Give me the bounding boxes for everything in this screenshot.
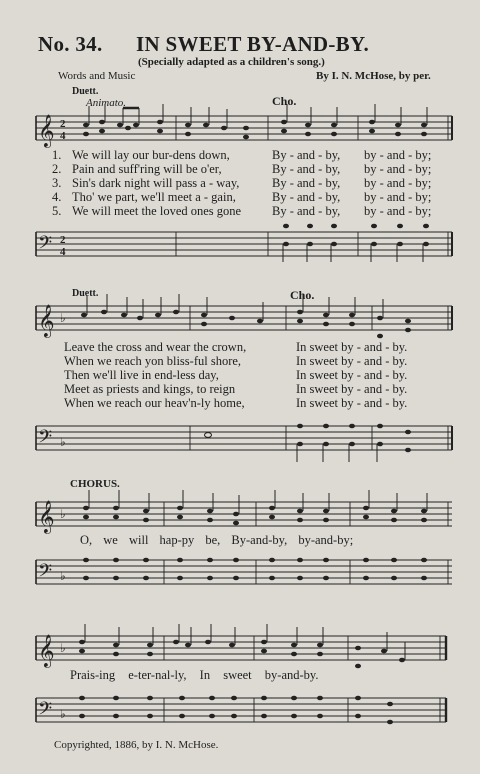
svg-text:4: 4 — [60, 246, 66, 258]
copyright-notice: Copyrighted, 1886, by I. N. McHose. — [54, 739, 219, 751]
svg-text:2: 2 — [60, 234, 66, 246]
svg-text:𝄢: 𝄢 — [38, 561, 53, 586]
hymn-subtitle: (Specially adapted as a children's song.) — [138, 56, 325, 68]
label-chorus: CHORUS. — [70, 478, 120, 490]
svg-text:𝄞: 𝄞 — [38, 500, 55, 533]
svg-text:♭: ♭ — [60, 641, 66, 655]
label-animato: Animato. — [86, 97, 127, 109]
svg-text:2: 2 — [60, 118, 66, 130]
svg-text:♭: ♭ — [60, 507, 66, 521]
svg-text:♭: ♭ — [60, 569, 66, 583]
staff-system-4-treble — [0, 632, 480, 692]
svg-text:𝄢: 𝄢 — [38, 699, 53, 724]
svg-text:𝄞: 𝄞 — [38, 114, 55, 147]
credit-right: By I. N. McHose, by per. — [316, 70, 431, 82]
chorus-lyric-2: Prais-ing e-ter-nal-ly, In sweet by-and-by. — [70, 668, 319, 682]
svg-text:♭: ♭ — [60, 311, 66, 325]
svg-text:𝄢: 𝄢 — [38, 427, 53, 452]
svg-text:4: 4 — [60, 130, 66, 142]
label-duett-1: Duett. — [72, 86, 99, 97]
staff-system-3-bass — [0, 556, 480, 616]
label-duett-2: Duett. — [72, 288, 99, 299]
hymn-title: IN SWEET BY-AND-BY. — [136, 32, 370, 56]
svg-text:𝄞: 𝄞 — [38, 634, 55, 667]
svg-text:𝄞: 𝄞 — [38, 304, 55, 337]
svg-text:♭: ♭ — [60, 435, 66, 449]
svg-text:𝄢: 𝄢 — [38, 233, 53, 258]
staff-system-2-bass — [0, 422, 480, 482]
credit-left: Words and Music — [58, 70, 136, 82]
label-cho-2: Cho. — [290, 288, 315, 302]
staff-system-1-bass — [0, 228, 480, 288]
chorus-lyric-1: O, we will hap-py be, By-and-by, by-and-by; — [80, 533, 354, 547]
hymn-number: No. 34. — [38, 32, 103, 56]
svg-text:♭: ♭ — [60, 707, 66, 721]
label-cho-1: Cho. — [272, 94, 297, 108]
staff-system-3-treble — [0, 498, 480, 558]
